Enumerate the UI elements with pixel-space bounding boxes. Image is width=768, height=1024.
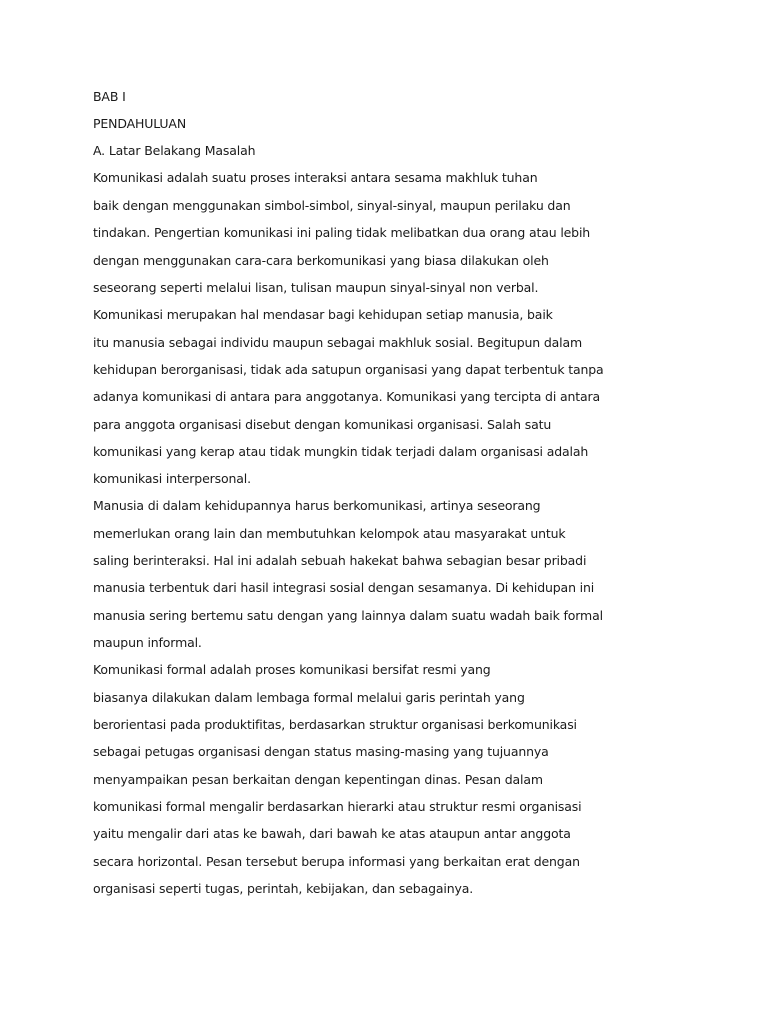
text-line: sebagai petugas organisasi dengan status masing-masing yang tujuannya	[93, 744, 549, 759]
text-line: kehidupan berorganisasi, tidak ada satupun organisasi yang dapat terbentuk tanpa	[93, 362, 604, 377]
text-line: Komunikasi formal adalah proses komunikasi bersifat resmi yang	[93, 662, 491, 677]
text-line: secara horizontal. Pesan tersebut berupa informasi yang berkaitan erat dengan	[93, 854, 580, 869]
text-line: para anggota organisasi disebut dengan komunikasi organisasi. Salah satu	[93, 417, 552, 432]
text-line: komunikasi yang kerap atau tidak mungkin tidak terjadi dalam organisasi adalah	[93, 444, 589, 459]
text-line: dengan menggunakan cara-cara berkomunikasi yang biasa dilakukan oleh	[93, 253, 549, 268]
text-line: adanya komunikasi di antara para anggotanya. Komunikasi yang tercipta di antara	[93, 389, 601, 404]
text-line: manusia terbentuk dari hasil integrasi sosial dengan sesamanya. Di kehidupan ini	[93, 580, 595, 595]
text-line: Komunikasi merupakan hal mendasar bagi kehidupan setiap manusia, baik	[93, 307, 553, 322]
text-line: Komunikasi adalah suatu proses interaksi antara sesama makhluk tuhan	[93, 170, 538, 185]
text-line: memerlukan orang lain dan membutuhkan kelompok atau masyarakat untuk	[93, 526, 566, 541]
text-line: yaitu mengalir dari atas ke bawah, dari bawah ke atas ataupun antar anggota	[93, 826, 571, 841]
chapter-heading: PENDAHULUAN	[93, 116, 187, 131]
text-line: tindakan. Pengertian komunikasi ini paling tidak melibatkan dua orang atau lebih	[93, 225, 591, 240]
chapter-title: BAB I	[93, 89, 126, 104]
text-line: manusia sering bertemu satu dengan yang lainnya dalam suatu wadah baik formal	[93, 608, 603, 623]
text-line: maupun informal.	[93, 635, 202, 650]
text-line: Manusia di dalam kehidupannya harus berkomunikasi, artinya seseorang	[93, 498, 541, 513]
text-line: itu manusia sebagai individu maupun sebagai makhluk sosial. Begitupun dalam	[93, 335, 582, 350]
text-line: berorientasi pada produktifitas, berdasarkan struktur organisasi berkomunikasi	[93, 717, 577, 732]
section-title: A. Latar Belakang Masalah	[93, 143, 256, 158]
text-line: biasanya dilakukan dalam lembaga formal melalui garis perintah yang	[93, 690, 525, 705]
text-line: menyampaikan pesan berkaitan dengan kepentingan dinas. Pesan dalam	[93, 772, 543, 787]
text-line: saling berinteraksi. Hal ini adalah sebuah hakekat bahwa sebagian besar pribadi	[93, 553, 587, 568]
text-line: komunikasi interpersonal.	[93, 471, 251, 486]
text-line: seseorang seperti melalui lisan, tulisan maupun sinyal-sinyal non verbal.	[93, 280, 539, 295]
text-line: komunikasi formal mengalir berdasarkan hierarki atau struktur resmi organisasi	[93, 799, 582, 814]
text-line: organisasi seperti tugas, perintah, kebijakan, dan sebagainya.	[93, 881, 474, 896]
text-line: baik dengan menggunakan simbol-simbol, sinyal-sinyal, maupun perilaku dan	[93, 198, 571, 213]
